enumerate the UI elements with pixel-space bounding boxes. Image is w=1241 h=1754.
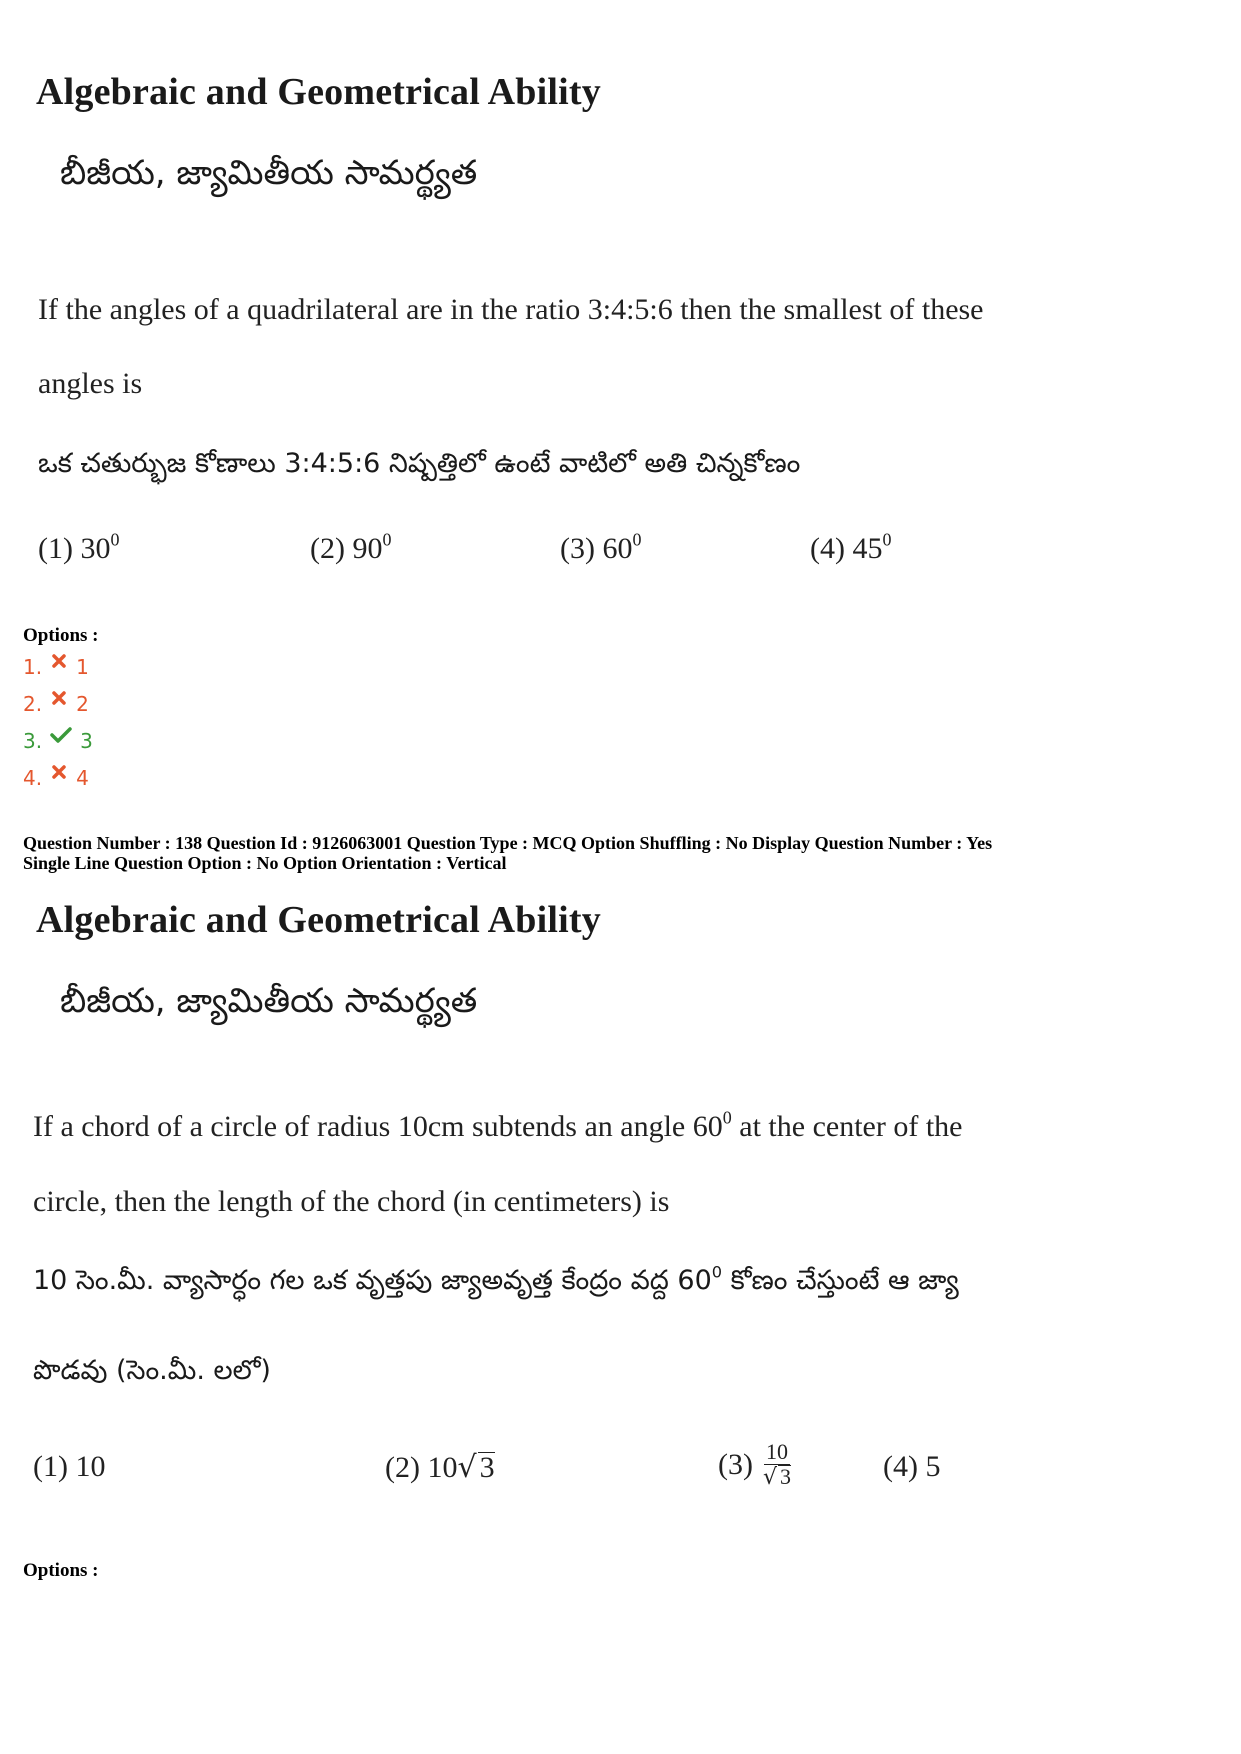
sqrt-symbol: √ xyxy=(762,1465,778,1490)
fraction: $\frac{10}{√ 3}$ xyxy=(762,1439,792,1490)
q1-choice-2: (2) $90^0$ xyxy=(310,529,392,565)
q1-heading: Algebraic and Geometrical Ability xyxy=(36,71,601,113)
q1-question-line1: If the angles of a quadrilateral are in the ratio 3:4:5:6 then the smallest of these xyxy=(38,293,984,326)
q2-choice-2: (2) 10√ 3 xyxy=(385,1450,495,1485)
q1-choice-3: (3) $60^0$ xyxy=(560,529,642,565)
q1-answer-3: 3. 3 xyxy=(23,729,93,753)
q2-options-label: Options : xyxy=(23,1560,99,1581)
q2-choice-4: (4) 5 xyxy=(883,1450,941,1483)
q1-choice-1: (1) $30^0$ xyxy=(38,529,120,565)
q1-choice-4: (4) $45^0$ xyxy=(810,529,892,565)
q2-question-telugu-line2: పొడవు (సెం.మీ. లలో) xyxy=(33,1355,271,1386)
cross-icon xyxy=(50,689,68,707)
question-meta-line1: Question Number : 138 Question Id : 9126063001 Question Type : MCQ Option Shuffling : No Display Question Number : Yes xyxy=(23,833,993,853)
question-meta-line2: Single Line Question Option : No Option Orientation : Vertical xyxy=(23,853,507,873)
q2-subheading-telugu: బీజీయ, జ్యామితీయ సామర్థ్యత xyxy=(60,981,478,1021)
q1-answer-1: 1. 1 xyxy=(23,655,89,679)
q2-heading: Algebraic and Geometrical Ability xyxy=(36,899,601,941)
cross-icon xyxy=(50,652,68,670)
q1-answer-4: 4. 4 xyxy=(23,766,89,790)
check-icon xyxy=(50,726,72,744)
q1-question-line2: angles is xyxy=(38,367,143,400)
q2-question-telugu-line1: 10 సెం.మీ. వ్యాసార్ధం గల ఒక వృత్తపు జ్యాఅవృత్త కేంద్రం వద్ద $60^0$ కోణం చేస్తుంటే ఆ జ్యా xyxy=(33,1262,959,1296)
q1-question-telugu: ఒక చతుర్భుజ కోణాలు 3:4:5:6 నిష్పత్తిలో ఉంటే వాటిలో అతి చిన్నకోణం xyxy=(38,448,801,479)
q1-options-label: Options : xyxy=(23,625,99,646)
q2-question-line1: If a chord of a circle of radius 10cm subtends an angle $60^0$ at the center of the xyxy=(33,1107,963,1143)
sqrt-symbol: √ xyxy=(457,1450,477,1485)
q1-answer-2: 2. 2 xyxy=(23,692,89,716)
q1-subheading-telugu: బీజీయ, జ్యామితీయ సామర్థ్యత xyxy=(60,153,478,193)
q2-question-line2: circle, then the length of the chord (in centimeters) is xyxy=(33,1185,670,1218)
q2-choice-1: (1) 10 xyxy=(33,1450,106,1483)
q2-choice-3: (3) $\frac{10}{√ 3}$ xyxy=(718,1439,792,1490)
cross-icon xyxy=(50,763,68,781)
